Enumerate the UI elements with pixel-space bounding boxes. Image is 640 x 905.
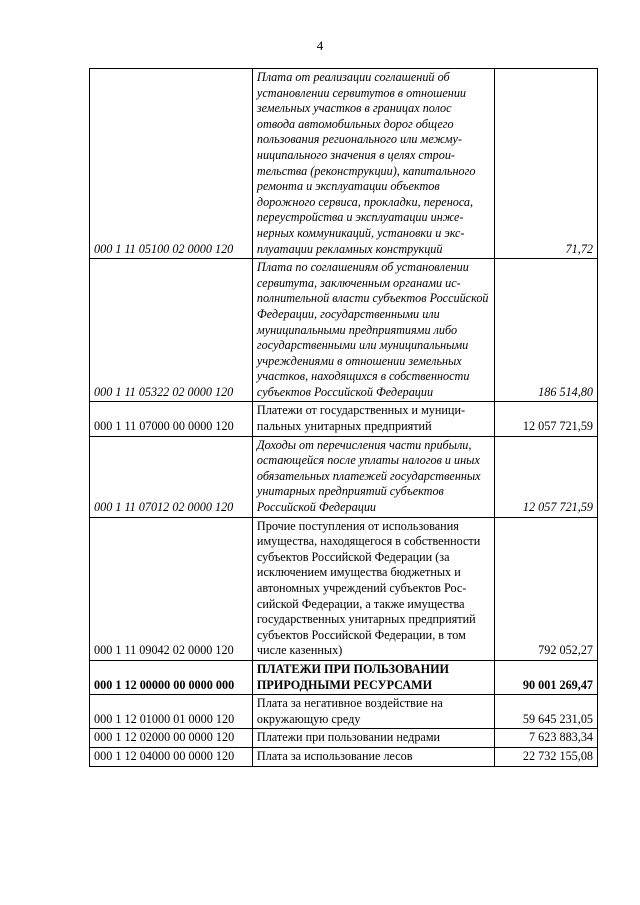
row-amount: 12 057 721,59 xyxy=(494,402,597,436)
row-amount: 186 514,80 xyxy=(494,259,597,402)
row-name: Платежи при пользовании недрами xyxy=(252,729,494,748)
table-row xyxy=(90,695,598,729)
row-name: Прочие поступления от использования имущества, находящегося в собственности субъектов Российской Федерации (за исключением имущества бюджетных и автономных учреждений субъектов Российской Федерации, а также имущества государственных унитарных предприятий субъектов Российской Федерации, в том числе казенных) xyxy=(252,517,494,660)
row-amount: 22 732 155,08 xyxy=(494,747,597,766)
page-number: 4 xyxy=(316,38,324,53)
row-name: ПЛАТЕЖИ ПРИ ПОЛЬЗОВАНИИ ПРИРОДНЫМИ РЕСУРСАМИ xyxy=(252,660,494,694)
row-code: 000 1 12 00000 00 0000 000 xyxy=(90,660,253,694)
row-amount: 12 057 721,59 xyxy=(494,436,597,517)
row-code: 000 1 11 05322 02 0000 120 xyxy=(90,259,253,402)
row-name: Доходы от перечисления части прибыли, остающейся после уплаты налогов и иных обязательных платежей государственных унитарных предприятий субъектов Российской Федерации xyxy=(252,436,494,517)
table-row xyxy=(90,436,598,517)
table-row xyxy=(90,517,598,660)
row-code: 000 1 11 07000 00 0000 120 xyxy=(90,402,253,436)
row-code: 000 1 11 09042 02 0000 120 xyxy=(90,517,253,660)
table-row xyxy=(90,729,598,748)
row-code: 000 1 11 05100 02 0000 120 xyxy=(90,69,253,259)
row-amount: 59 645 231,05 xyxy=(494,695,597,729)
row-name: Плата от реализации соглашений об установлении сервитутов в отношении земельных участков в границах полос отвода автомобильных дорог общего пользования регионального или межмуниципального значения в целях строительства (реконструкции), капитального ремонта и эксплуатации объектов дорожного сервиса, прокладки, переноса, переустройства и эксплуатации инженерных коммуникаций, установки и эксплуатации рекламных конструкций xyxy=(252,69,494,259)
row-code: 000 1 12 02000 00 0000 120 xyxy=(90,729,253,748)
row-code: 000 1 11 07012 02 0000 120 xyxy=(90,436,253,517)
row-amount: 7 623 883,34 xyxy=(494,729,597,748)
table-row xyxy=(90,747,598,766)
table-row xyxy=(90,402,598,436)
row-name: Платежи от государственных и муниципальных унитарных предприятий xyxy=(252,402,494,436)
table-row xyxy=(90,259,598,402)
row-code: 000 1 12 04000 00 0000 120 xyxy=(90,747,253,766)
row-code: 000 1 12 01000 01 0000 120 xyxy=(90,695,253,729)
row-amount: 792 052,27 xyxy=(494,517,597,660)
row-amount: 71,72 xyxy=(494,69,597,259)
revenue-table xyxy=(89,68,598,767)
row-name: Плата за негативное воздействие на окружающую среду xyxy=(252,695,494,729)
table-row xyxy=(90,69,598,259)
table-row xyxy=(90,660,598,694)
row-amount: 90 001 269,47 xyxy=(494,660,597,694)
row-name: Плата по соглашениям об установлении сервитута, заключенным органами исполнительной власти субъектов Российской Федерации, государственными или муниципальными предприятиями либо государственными или муниципальными учреждениями в отношении земельных участков, находящихся в собственности субъектов Российской Федерации xyxy=(252,259,494,402)
row-name: Плата за использование лесов xyxy=(252,747,494,766)
